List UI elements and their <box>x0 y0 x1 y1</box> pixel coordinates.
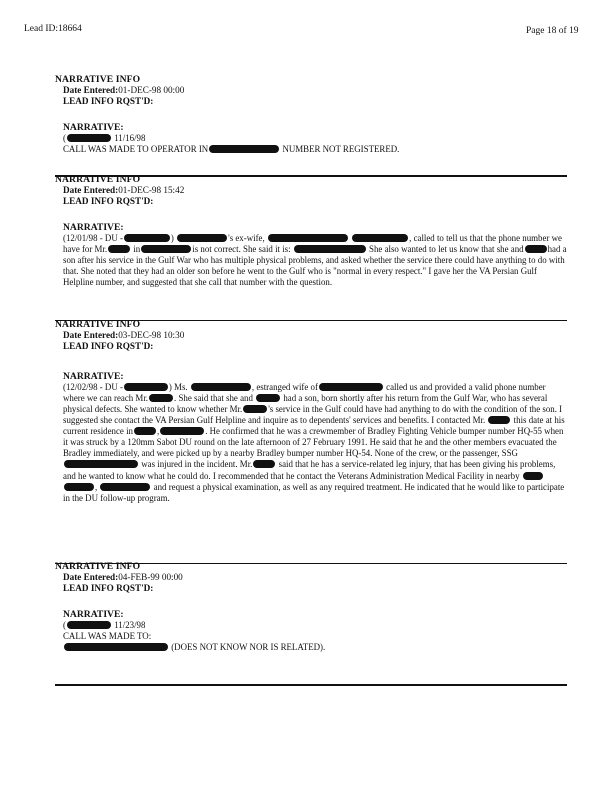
narrative-text: (12/01/98 - DU - ) 's ex-wife, , called to tell us that the phone number we have for Mr. in is not correct. She said it is: She also wanted to let us know that she and had a son after his service in the Gulf War who has multiple physical problems, and asked whether the service there could have anything to do with that. She noted that they had an older son before he went to the Gulf who is "normal in every respect." I gave her the VA Persian Gulf Helpline number, and suggested that she call that number with the question. <box>63 232 567 288</box>
redaction <box>160 427 204 435</box>
narrative-label: NARRATIVE: <box>63 221 124 233</box>
redaction <box>294 245 366 253</box>
redaction <box>64 483 94 491</box>
section-title: NARRATIVE INFO <box>55 174 141 185</box>
redaction <box>209 145 279 153</box>
date-entered-label: Date Entered: <box>63 572 119 583</box>
redaction <box>319 383 383 391</box>
lead-info-label: LEAD INFO RQST'D: <box>63 96 154 107</box>
redaction <box>67 621 111 629</box>
redaction <box>64 643 168 651</box>
redaction <box>141 245 191 253</box>
narrative-label: NARRATIVE: <box>63 608 124 620</box>
redaction <box>67 134 111 142</box>
redaction <box>177 234 227 242</box>
redaction <box>191 383 251 391</box>
redaction <box>64 460 138 468</box>
lead-id: Lead ID:18664 <box>24 24 82 34</box>
redaction <box>488 416 510 424</box>
date-entered-row <box>55 185 567 196</box>
date-entered-value: 03-DEC-98 10:30 <box>118 330 185 341</box>
redaction <box>523 472 543 480</box>
redaction <box>124 383 168 391</box>
narrative-entry-2 <box>55 174 567 288</box>
date-entered-row <box>55 330 567 341</box>
date-entered-label: Date Entered: <box>63 185 119 196</box>
narrative-label: NARRATIVE: <box>63 121 124 133</box>
redaction <box>253 460 275 468</box>
date-entered-row <box>55 85 567 96</box>
section-title: NARRATIVE INFO <box>55 319 141 330</box>
redaction <box>268 234 348 242</box>
narrative-entry-3 <box>55 319 567 504</box>
redaction <box>100 483 150 491</box>
date-entered-label: Date Entered: <box>63 330 119 341</box>
date-entered-row <box>55 572 567 583</box>
narrative-label: NARRATIVE: <box>63 370 124 382</box>
redaction <box>352 234 408 242</box>
narrative-text: (12/02/98 - DU - ) Ms. , estranged wife of called us and provided a valid phone number where we can reach Mr. . She said that she and had a son, born shortly after his return from the Gulf War, who has several physical defects. She wanted to know whether Mr. 's service in the Gulf could have had anything to do with the condition of the son. I suggested she contact the VA Persian Gulf Helpline and inquire as to dependents' services and benefits. I contacted Mr. this date at his current residence in , . He confirmed that he was a crewmember of Bradley Fighting Vehicle bumper number HQ-55 when it was struck by a 120mm Sabot DU round on the late afternoon of 27 February 1991. He said that he and the other members evacuated the Bradley immediately, and were picked up by a nearby Bradley bumper number HQ-54. None of the crew, or the passenger, SSG was injured in the incident. Mr. said that he has a service-related leg injury, that has been giving his problems, and he wanted to know what he could do. I recommended that he contact the Veterans Administration Medical Facility in nearby , and request a physical examination, as well as any required treatment. He indicated that he would like to participate in the DU follow-up program. <box>63 381 565 503</box>
lead-info-label: LEAD INFO RQST'D: <box>63 196 154 207</box>
date-entered-value: 04-FEB-99 00:00 <box>118 572 183 583</box>
redaction <box>256 394 280 402</box>
page-number: Page 18 of 19 <box>526 26 579 36</box>
narrative-entry-4 <box>55 561 567 653</box>
lead-info-label: LEAD INFO RQST'D: <box>63 583 154 594</box>
date-entered-value: 01-DEC-98 00:00 <box>118 85 185 96</box>
date-entered-value: 01-DEC-98 15:42 <box>118 185 185 196</box>
narrative-entry-1 <box>55 74 567 155</box>
redaction <box>124 234 170 242</box>
narrative-text: ( 11/16/98 CALL WAS MADE TO OPERATOR IN NUMBER NOT REGISTERED. <box>63 132 400 154</box>
redaction <box>149 394 173 402</box>
redaction <box>108 245 130 253</box>
section-title: NARRATIVE INFO <box>55 74 141 85</box>
redaction <box>243 405 267 413</box>
date-entered-label: Date Entered: <box>63 85 119 96</box>
section-title: NARRATIVE INFO <box>55 561 141 572</box>
page-end-rule <box>55 684 567 686</box>
narrative-text: ( 11/23/98 CALL WAS MADE TO: (DOES NOT KNOW NOR IS RELATED). <box>63 619 326 652</box>
redaction <box>525 245 547 253</box>
lead-info-label: LEAD INFO RQST'D: <box>63 341 154 352</box>
redaction <box>134 427 156 435</box>
